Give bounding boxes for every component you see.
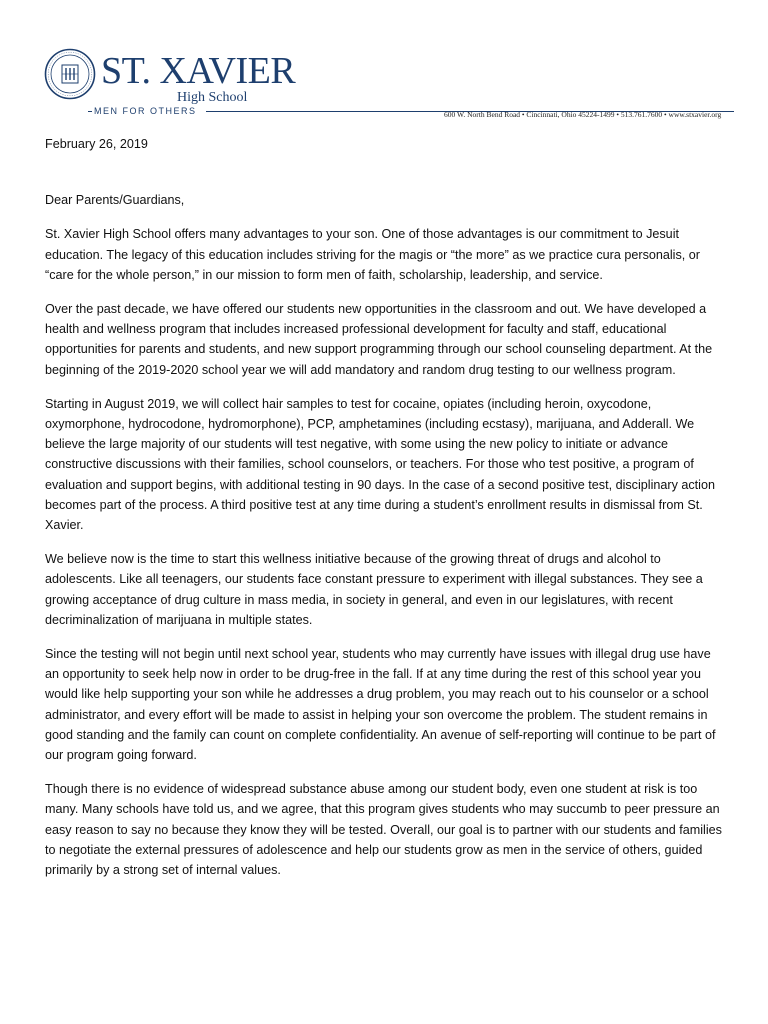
paragraph: St. Xavier High School offers many advantages to your son. One of those advantages is our commitment to Jesuit education. The legacy of this education includes striving for the magis or “the more” as we practice cura personalis, or “care for the whole person,” in our mission to form men of faith, scholarship, leadership, and service. <box>45 227 700 282</box>
tagline: MEN FOR OTHERS <box>94 106 197 116</box>
paragraph: Though there is no evidence of widespread substance abuse among our student body, even one student at risk is too many. Many schools have told us, and we agree, that this program gives students who may succumb to peer pressure an easy reason to say no because they know they will be tested. Overall, our goal is to partner with our students and families to negotiate the external pressures of adolescence and help our students grow as men in the service of others, guided primarily by a strong set of internal values. <box>45 782 722 878</box>
letter-date: February 26, 2019 <box>45 137 148 151</box>
paragraph: We believe now is the time to start this wellness initiative because of the growing threat of drugs and alcohol to adolescents. Like all teenagers, our students face constant pressure to experiment with illegal substances. They see a growing acceptance of drug culture in mass media, in society in general, and even in our legislatures, with recent decriminalization of marijuana in multiple states. <box>45 552 703 627</box>
salutation: Dear Parents/Guardians, <box>45 193 185 208</box>
school-address: 600 W. North Bend Road • Cincinnati, Ohio 45224-1499 • 513.761.7600 • www.stxavier.org <box>444 110 722 119</box>
paragraph: Starting in August 2019, we will collect hair samples to test for cocaine, opiates (including heroin, oxycodone, oxymorphone, hydrocodone, hydromorphone), PCP, amphetamines (including ecstasy), marijuana, and Adderall. We believe the large majority of our students will test negative, with some using the new policy to initiate or advance constructive discussions with their families, school counselors, or teachers. For those who test positive, a program of evaluation and support begins, with additional testing in 90 days. In the case of a second positive test, disciplinary action becomes part of the process. A third positive test at any time during a student’s enrollment results in dismissal from St. Xavier. <box>45 396 715 533</box>
school-name: ST. XAVIER <box>101 50 296 92</box>
school-seal-icon <box>44 48 96 100</box>
paragraph: Since the testing will not begin until next school year, students who may currently have issues with illegal drug use have an opportunity to seek help now in order to be drug-free in the fall. If at any time during the rest of this school year you would like help supporting your son while he addresses a drug problem, you may reach out to his counselor or a school administrator, and every effort will be made to assist in helping your son overcome the problem. The student remains in good standing and the family can count on complete confidentiality. An avenue of self-reporting will continue to be part of our program going forward. <box>45 647 716 763</box>
paragraph: Over the past decade, we have offered our students new opportunities in the classroom and out. We have developed a health and wellness program that includes increased professional development for faculty and staff, educational opportunities for parents and students, and new support programming through our school counseling department. At the beginning of the 2019-2020 school year we will add mandatory and random drug testing to our wellness program. <box>45 302 713 377</box>
divider <box>88 111 92 112</box>
letter-body <box>45 134 727 880</box>
letterhead <box>44 48 734 120</box>
school-subtitle: High School <box>177 90 248 105</box>
